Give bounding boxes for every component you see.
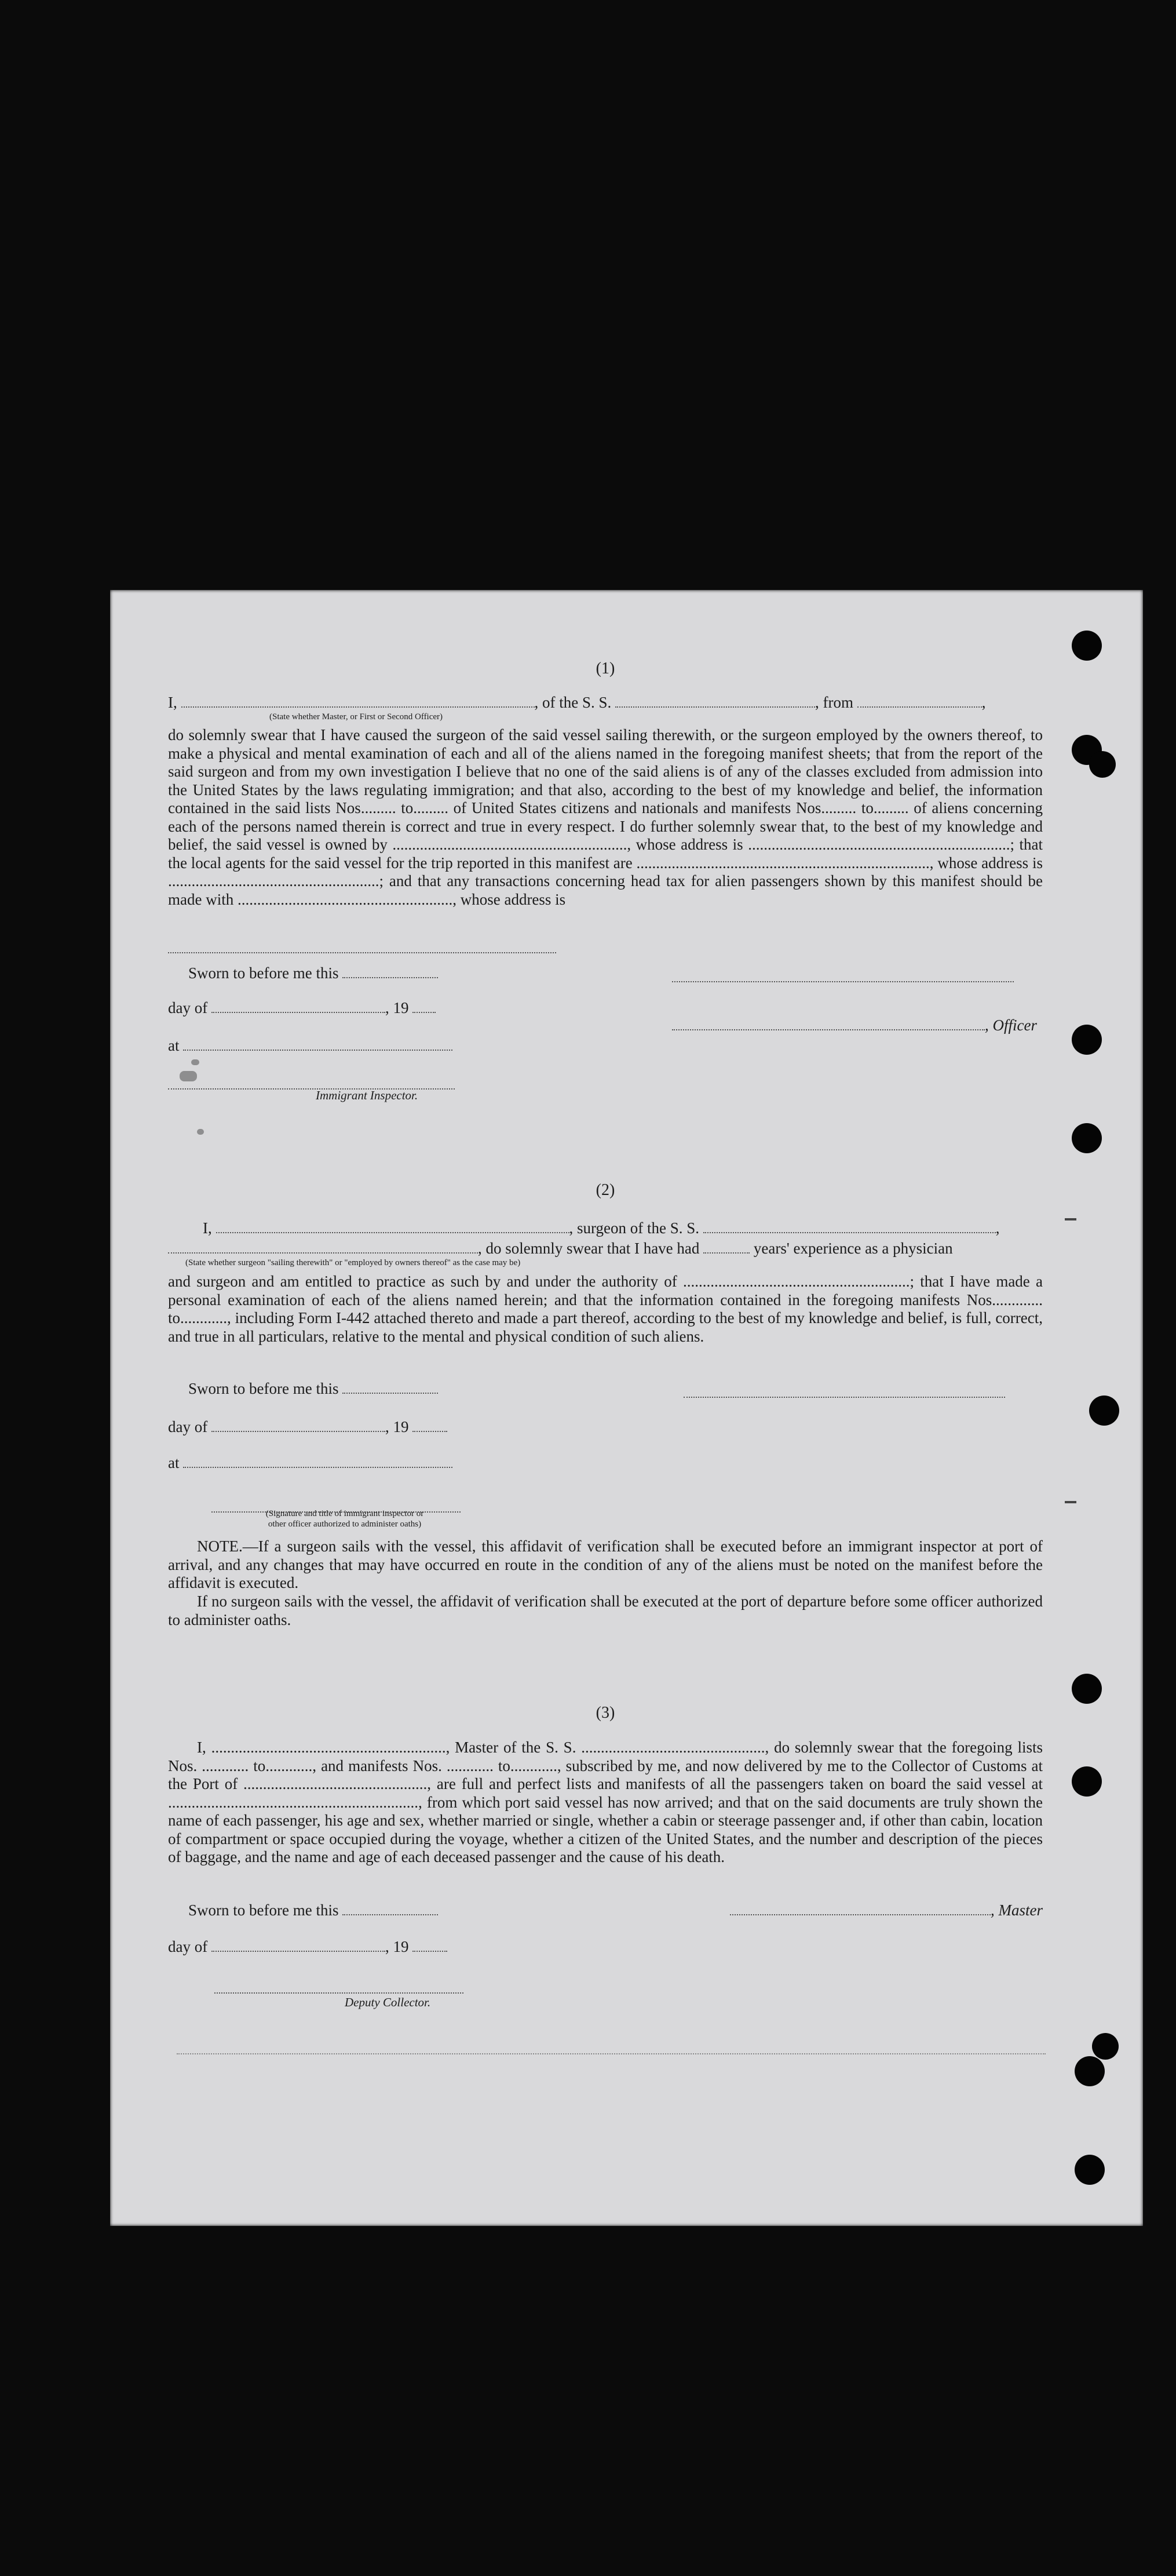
- vessel-field: [615, 695, 815, 708]
- section-3-sworn: [188, 1901, 536, 1919]
- day-field: [211, 1000, 385, 1013]
- sworn-date-field: [342, 1903, 438, 1915]
- sworn-date-field: [342, 965, 438, 978]
- section-1-body: do solemnly swear that I have caused the surgeon of the said vessel sailing therewith, or the surgeon employed by the owners thereof, to make a physical and mental examination of each and all of the aliens named in the foregoing manifest sheets; that from the report of the said surgeon and from my own investigation I believe that no one of the said aliens is of any of the classes excluded from admission into the United States by the laws regulating immigration; and that also, according to the best of my knowledge and belief, the information contained in the said lists Nos......... to......... of United States citizens and nationals and manifests Nos......... to......... of aliens concerning each of the persons named therein is correct and true in every respect. I do further solemnly swear that, to the best of my knowledge and belief, the said vessel is owned by ............................................................, whose address is ...................................................................; that the local agents for the said vessel for the trip reported in this manifest are ..........................................................................., whose address is ......................................................; and that any transactions concerning head tax for alien passengers shown by this manifest should be made with ......................................................., whose address is: [168, 726, 1043, 908]
- edge-mark: [1065, 1218, 1076, 1220]
- officer-field: [672, 1018, 985, 1030]
- section-2-sworn: [188, 1379, 536, 1398]
- punch-hole: [1072, 1674, 1102, 1704]
- surgeon-name-field: [216, 1220, 569, 1233]
- day-of-label: day of: [168, 999, 208, 1016]
- officer-line: [672, 1016, 1049, 1034]
- section-2-note-2: If no surgeon sails with the vessel, the affidavit of verification shall be executed at the port of departure before some officer authorized to administer oaths.: [168, 1593, 1043, 1628]
- address-field: [168, 941, 556, 953]
- edge-mark: [1065, 1501, 1076, 1503]
- section-2-body: and surgeon and am entitled to practice as such by and under the authority of ..........................................................; that I have made a personal examination of each of the aliens named herein; and that the information contained in the foregoing manifests Nos............. to............, including Form I-442 attached thereto and made a part thereof, according to the best of my knowledge and belief, is full, correct, and true in all particulars, relative to the mental and physical condition of such aliens.: [168, 1273, 1043, 1345]
- year-label: , 19: [385, 999, 409, 1016]
- section-3-day-of: [168, 1937, 516, 1956]
- section-1-at: [168, 1036, 516, 1055]
- scan-speck: [191, 1059, 199, 1065]
- punch-hole: [1075, 2155, 1105, 2185]
- name-field: [181, 695, 535, 708]
- section-1-first-line: I, , of the S. S. , from ,: [168, 694, 986, 711]
- surgeon-label: , surgeon of the S. S.: [569, 1219, 700, 1237]
- bottom-rule: [177, 2053, 1046, 2054]
- collector-caption: Deputy Collector.: [345, 1995, 431, 2009]
- day-field: [211, 1939, 385, 1952]
- section-2-at: [168, 1453, 516, 1472]
- sworn-date-field: [342, 1381, 438, 1394]
- physician-label: years' experience as a physician: [753, 1240, 953, 1257]
- manifest-affidavit-sheet: [110, 590, 1143, 2226]
- day-of-label: day of: [168, 1418, 208, 1435]
- punch-hole: [1075, 2056, 1105, 2086]
- section-1-from-label: , from: [815, 694, 853, 711]
- signature-note: (Signature and title of immigrant inspector or other officer authorized to administer oaths): [265, 1509, 424, 1529]
- inspector-signature-line: [168, 1077, 455, 1090]
- master-signature-field: [730, 1903, 991, 1915]
- year-field: [412, 1939, 447, 1952]
- year-label: , 19: [385, 1938, 409, 1955]
- day-field: [211, 1419, 385, 1432]
- year-label: , 19: [385, 1418, 409, 1435]
- punch-hole: [1072, 1123, 1102, 1153]
- section-2-first-line: I, , surgeon of the S. S. ,: [203, 1219, 1000, 1237]
- inspector-caption: Immigrant Inspector.: [316, 1088, 418, 1102]
- surgeon-signature-line: [684, 1385, 1005, 1398]
- sworn-label: Sworn to before me this: [188, 1901, 339, 1919]
- section-1-number: (1): [596, 660, 615, 677]
- year-field: [412, 1000, 436, 1013]
- at-label: at: [168, 1037, 180, 1054]
- punch-hole: [1072, 1766, 1102, 1797]
- at-field: [183, 1038, 452, 1051]
- punch-hole: [1089, 751, 1116, 778]
- section-1-sworn: [188, 964, 536, 982]
- at-field: [183, 1455, 452, 1468]
- swear-label: , do solemnly swear that I have had: [478, 1240, 700, 1257]
- day-of-label: day of: [168, 1938, 208, 1955]
- surgeon-status-field: [168, 1241, 478, 1254]
- officer-label: , Officer: [985, 1016, 1037, 1034]
- section-2-second-line: [168, 1239, 1043, 1258]
- section-1-day-of: [168, 999, 516, 1017]
- years-field: [703, 1241, 750, 1254]
- at-label: at: [168, 1454, 180, 1471]
- punch-hole: [1092, 2033, 1119, 2060]
- section-2-number: (2): [596, 1181, 615, 1199]
- master-label: , Master: [991, 1901, 1043, 1919]
- section-2-vessel-field: [703, 1220, 996, 1233]
- punch-hole: [1072, 1025, 1102, 1055]
- section-2-i: I,: [203, 1219, 212, 1237]
- section-3-number: (3): [596, 1704, 615, 1722]
- punch-hole: [1089, 1396, 1119, 1426]
- punch-hole: [1072, 631, 1102, 661]
- section-2-note-1: NOTE.—If a surgeon sails with the vessel, this affidavit of verification shall be executed before an immigrant inspector at port of arrival, and any changes that may have occurred en route in the condition of any of the aliens must be noted on the manifest before the affidavit is executed.: [168, 1537, 1043, 1591]
- section-1-under-note: (State whether Master, or First or Second Officer): [269, 712, 443, 722]
- scan-speck: [197, 1129, 204, 1135]
- section-2-day-of: [168, 1418, 516, 1436]
- sworn-label: Sworn to before me this: [188, 964, 339, 982]
- sworn-label: Sworn to before me this: [188, 1380, 339, 1397]
- section-3-body: I, ............................................................, Master of the S. S. ..............................................., do solemnly swear that the foregoing lists Nos. ............ to............, and manifests Nos. ............ to............, subscribed by me, and now delivered by me to the Collector of Customs at the Port of ..............................................., are full and perfect lists and manifests of all the passengers taken on board the said vessel at ................................................................, from which port said vessel has now arrived; and that on the said documents are truly shown the name of each passenger, his age and sex, whether married or single, whether a cabin or steerage passenger and, if other than cabin, location of compartment or space occupied during the voyage, whether a citizen of the United States, and the number and description of the pieces of baggage, and the name and age of each deceased passenger and the cause of his death.: [168, 1739, 1043, 1865]
- section-1-i: I,: [168, 694, 177, 711]
- year-field: [412, 1419, 447, 1432]
- master-line: [730, 1901, 1054, 1919]
- section-2-under-note: (State whether surgeon "sailing therewith" or "employed by owners thereof" as the case may be): [185, 1258, 521, 1267]
- collector-signature-line: [214, 1981, 463, 1994]
- from-field: [857, 695, 982, 708]
- section-1-vessel-label: , of the S. S.: [534, 694, 612, 711]
- scan-speck: [180, 1071, 197, 1081]
- officer-signature-line: [672, 970, 1014, 982]
